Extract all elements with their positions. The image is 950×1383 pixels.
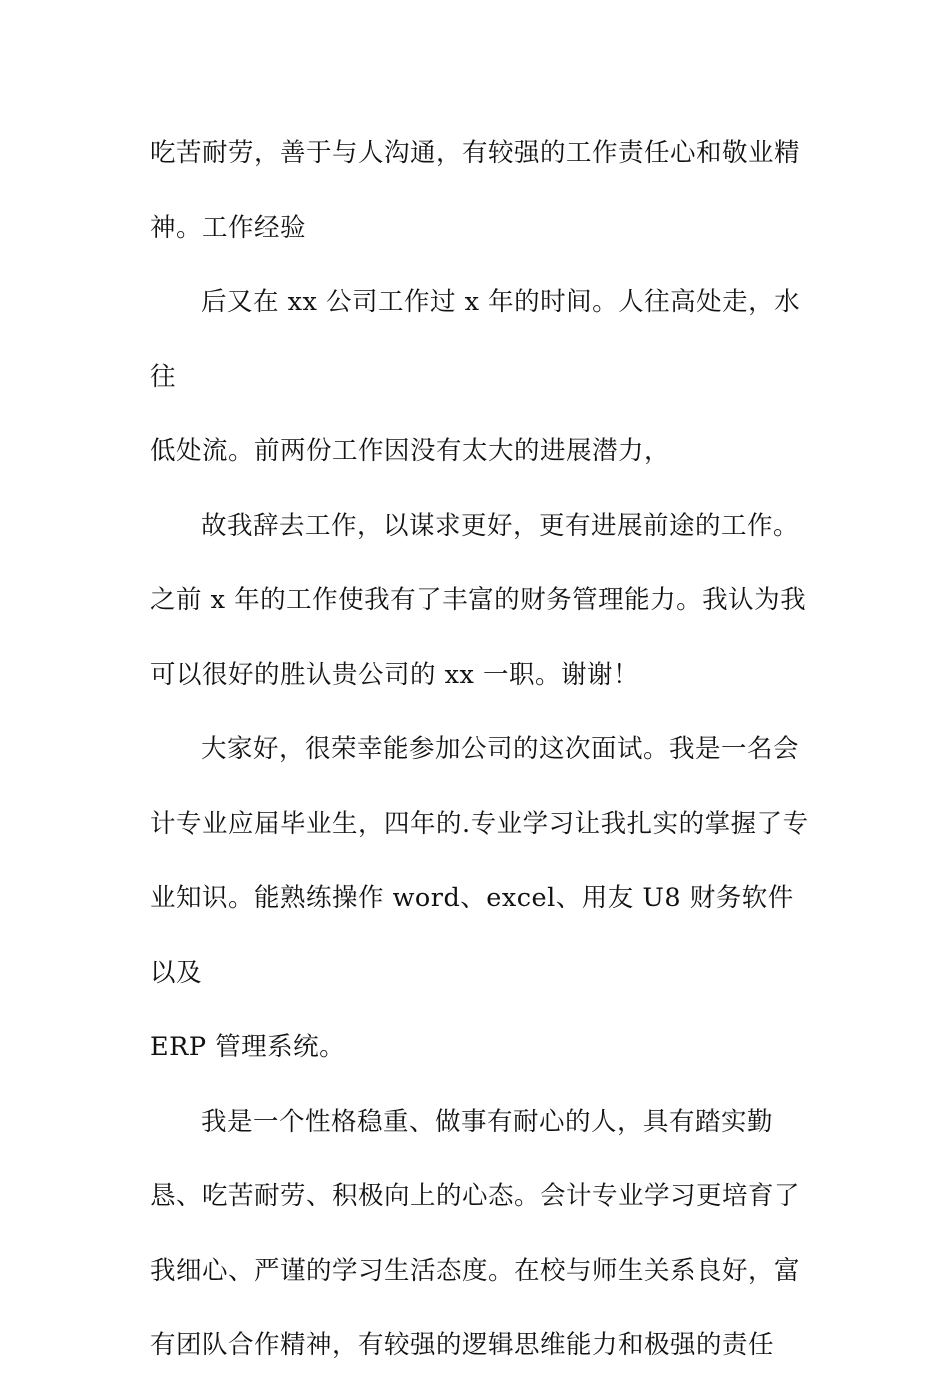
paragraph-3: 故我辞去工作，以谋求更好，更有进展前途的工作。 之前 x 年的工作使我有了丰富的财务管理能力。我认为我 可以很好的胜认贵公司的 xx 一职。谢谢！ [150,510,807,690]
paragraph-4: 大家好，很荣幸能参加公司的这次面试。我是一名会 计专业应届毕业生，四年的.专业学习让我扎实的掌握了专 业知识。能熟练操作 word、excel、用友 U8 财务软件以及 ERP 管理系统。 [150,734,809,1062]
paragraph-5: 我是一个性格稳重、做事有耐心的人，具有踏实勤 恳、吃苦耐劳、积极向上的心态。会计专业学习更培育了 我细心、严谨的学习生活态度。在校与师生关系良好，富 有团队合作精神，有较强的逻辑思维能力和极强的责任 [150,1106,801,1360]
paragraph-1: 吃苦耐劳，善于与人沟通，有较强的工作责任心和敬业精 神。工作经验 [150,138,801,243]
document-body [150,116,810,1383]
paragraph-2: 后又在 xx 公司工作过 x 年的时间。人往高处走，水往 低处流。前两份工作因没有太大的进展潜力， [150,287,801,466]
